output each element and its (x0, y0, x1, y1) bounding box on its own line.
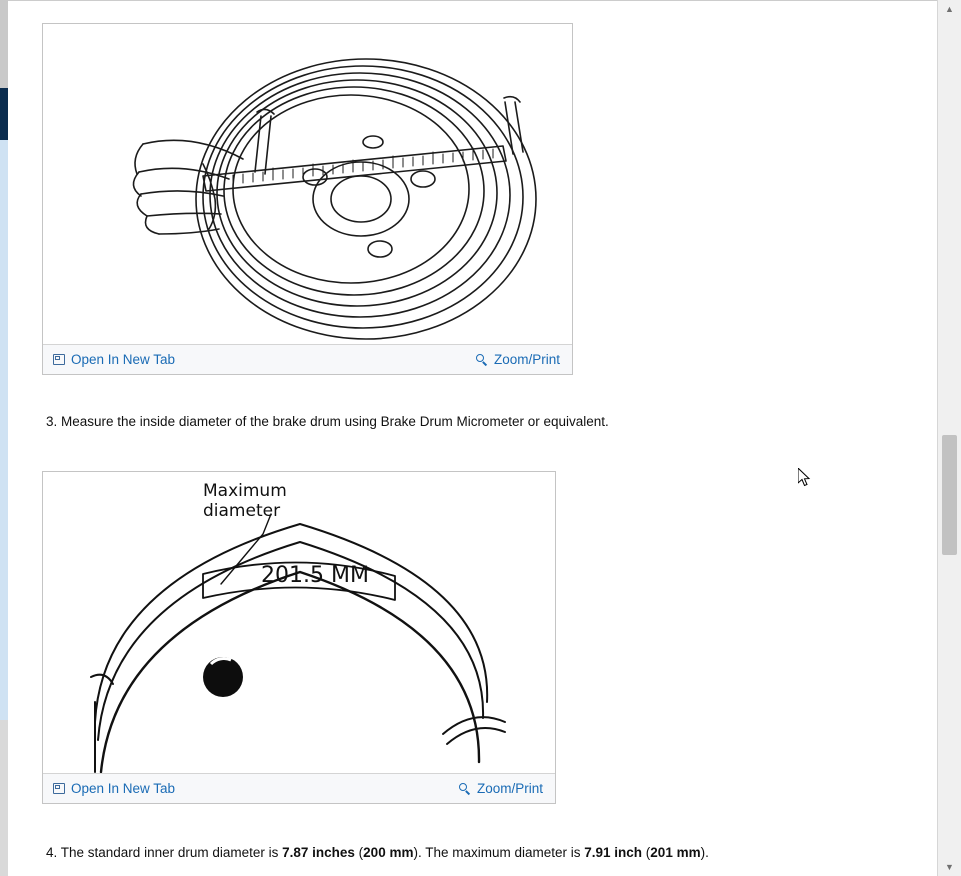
zoom-print-label: Zoom/Print (493, 352, 560, 367)
step-4-prefix: 4. The standard inner drum diameter is (46, 845, 283, 860)
figure-toolbar (43, 344, 572, 374)
open-in-new-tab-link[interactable] (53, 352, 175, 367)
zoom-print-link[interactable] (459, 781, 543, 796)
scroll-up-arrow[interactable]: ▲ (938, 0, 961, 18)
open-in-new-tab-icon (53, 354, 65, 365)
vertical-scrollbar[interactable] (937, 0, 961, 876)
step-4-max-mm: 201 mm (650, 845, 701, 860)
page-left-edge-blue (0, 140, 8, 720)
step-4-max-inches: 7.91 inch (584, 845, 643, 860)
max-diameter-image (43, 472, 555, 773)
scrollbar-thumb[interactable] (942, 435, 957, 555)
step-4-value-mm: 200 mm (363, 845, 414, 860)
zoom-print-label: Zoom/Print (476, 781, 543, 796)
step-4-mid-2: ). The maximum diameter is (413, 845, 585, 860)
callout-line-2: diameter (203, 501, 281, 521)
page-left-edge-bottom (0, 720, 8, 876)
step-4-value-inches: 7.87 inches (282, 845, 355, 860)
step-4-mid-3: ( (642, 845, 651, 860)
figure-toolbar (43, 773, 555, 803)
zoom-print-link[interactable] (476, 352, 560, 367)
article-content (8, 0, 938, 876)
brake-drum-measure-image (43, 24, 572, 344)
step-4-mid-1: ( (354, 845, 364, 860)
max-diameter-stamp: 201.5 MM (261, 563, 369, 588)
page-left-edge-dark (0, 88, 8, 140)
scroll-down-arrow[interactable]: ▼ (938, 858, 961, 876)
open-in-new-tab-label: Open In New Tab (71, 352, 176, 367)
open-in-new-tab-label: Open In New Tab (71, 781, 176, 796)
magnifier-icon (459, 783, 471, 795)
callout-line-1: Maximum (203, 481, 287, 501)
max-diameter-figure (42, 471, 556, 804)
magnifier-icon (476, 354, 488, 366)
open-in-new-tab-icon (53, 783, 65, 794)
open-in-new-tab-link[interactable] (53, 781, 175, 796)
page-left-edge-top (0, 0, 8, 88)
step-4-suffix: ). (700, 845, 709, 860)
step-4-text (46, 844, 866, 863)
step-3-text: 3. Measure the inside diameter of the brake drum using Brake Drum Micrometer or equivalent. (46, 414, 609, 429)
brake-drum-measure-figure (42, 23, 573, 375)
